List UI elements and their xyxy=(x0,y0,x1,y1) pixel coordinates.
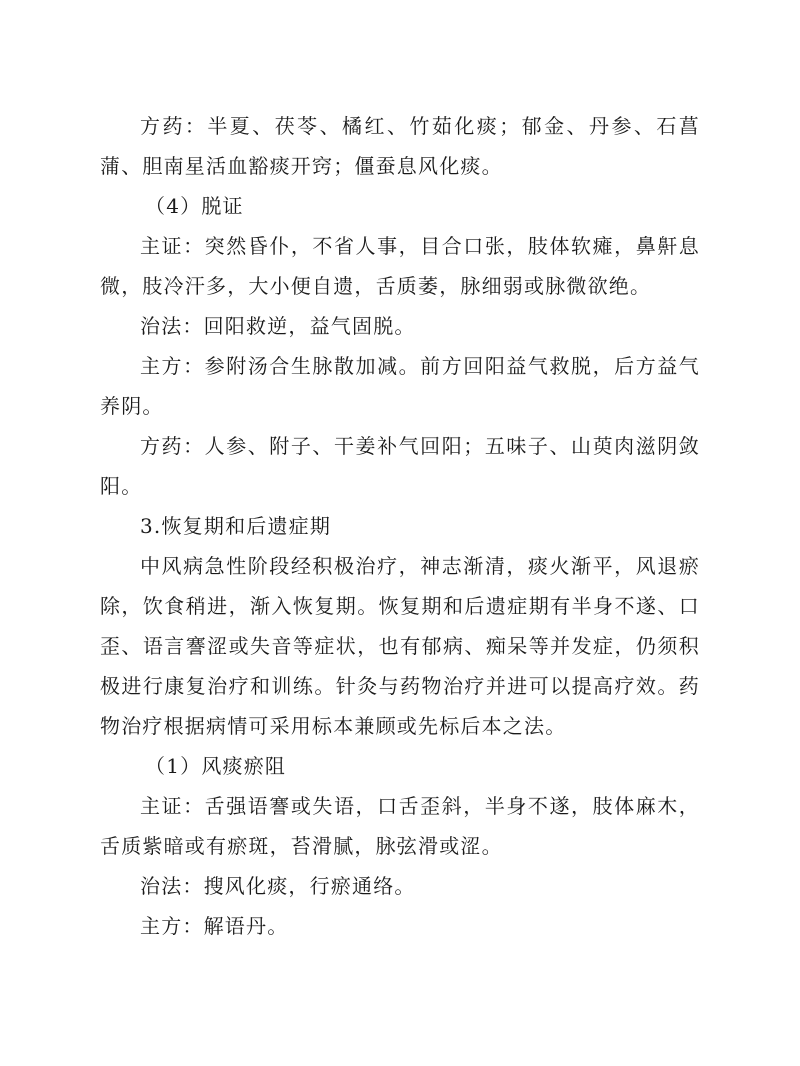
subheading-collapse-syndrome: （4）脱证 xyxy=(145,194,244,218)
paragraph-prescription-herbs-1: 方药：半夏、茯苓、橘红、竹茹化痰；郁金、丹参、石菖蒲、胆南星活血豁痰开窍；僵蚕息风化痰。 xyxy=(100,114,700,178)
section-heading-recovery-period: 3.恢复期和后遗症期 xyxy=(140,514,332,538)
paragraph-main-symptoms-1: 主证：突然昏仆，不省人事，目合口张，肢体软瘫，鼻鼾息微，肢冷汗多，大小便自遗，舌质萎，脉细弱或脉微欲绝。 xyxy=(100,234,700,298)
paragraph-treatment-method-2: 治法：搜风化痰，行瘀通络。 xyxy=(140,874,416,898)
paragraph-treatment-method-1: 治法：回阳救逆，益气固脱。 xyxy=(140,314,416,338)
paragraph-main-prescription-2: 主方：解语丹。 xyxy=(140,914,289,938)
paragraph-prescription-herbs-2: 方药：人参、附子、干姜补气回阳；五味子、山萸肉滋阴敛阳。 xyxy=(100,434,700,498)
subheading-wind-phlegm-stasis: （1）风痰瘀阻 xyxy=(145,754,287,778)
paragraph-main-symptoms-2: 主证：舌强语謇或失语，口舌歪斜，半身不遂，肢体麻木，舌质紫暗或有瘀斑，苔滑腻，脉弦滑或涩。 xyxy=(100,794,700,858)
paragraph-main-prescription-1: 主方：参附汤合生脉散加减。前方回阳益气救脱，后方益气养阴。 xyxy=(100,354,700,418)
paragraph-recovery-description: 中风病急性阶段经积极治疗，神志渐清，痰火渐平，风退瘀除，饮食稍进，渐入恢复期。恢复期和后遗症期有半身不遂、口歪、语言謇涩或失音等症状，也有郁病、痴呆等并发症，仍须积极进行康复治疗和训练。针灸与药物治疗并进可以提高疗效。药物治疗根据病情可采用标本兼顾或先标后本之法。 xyxy=(100,554,700,738)
